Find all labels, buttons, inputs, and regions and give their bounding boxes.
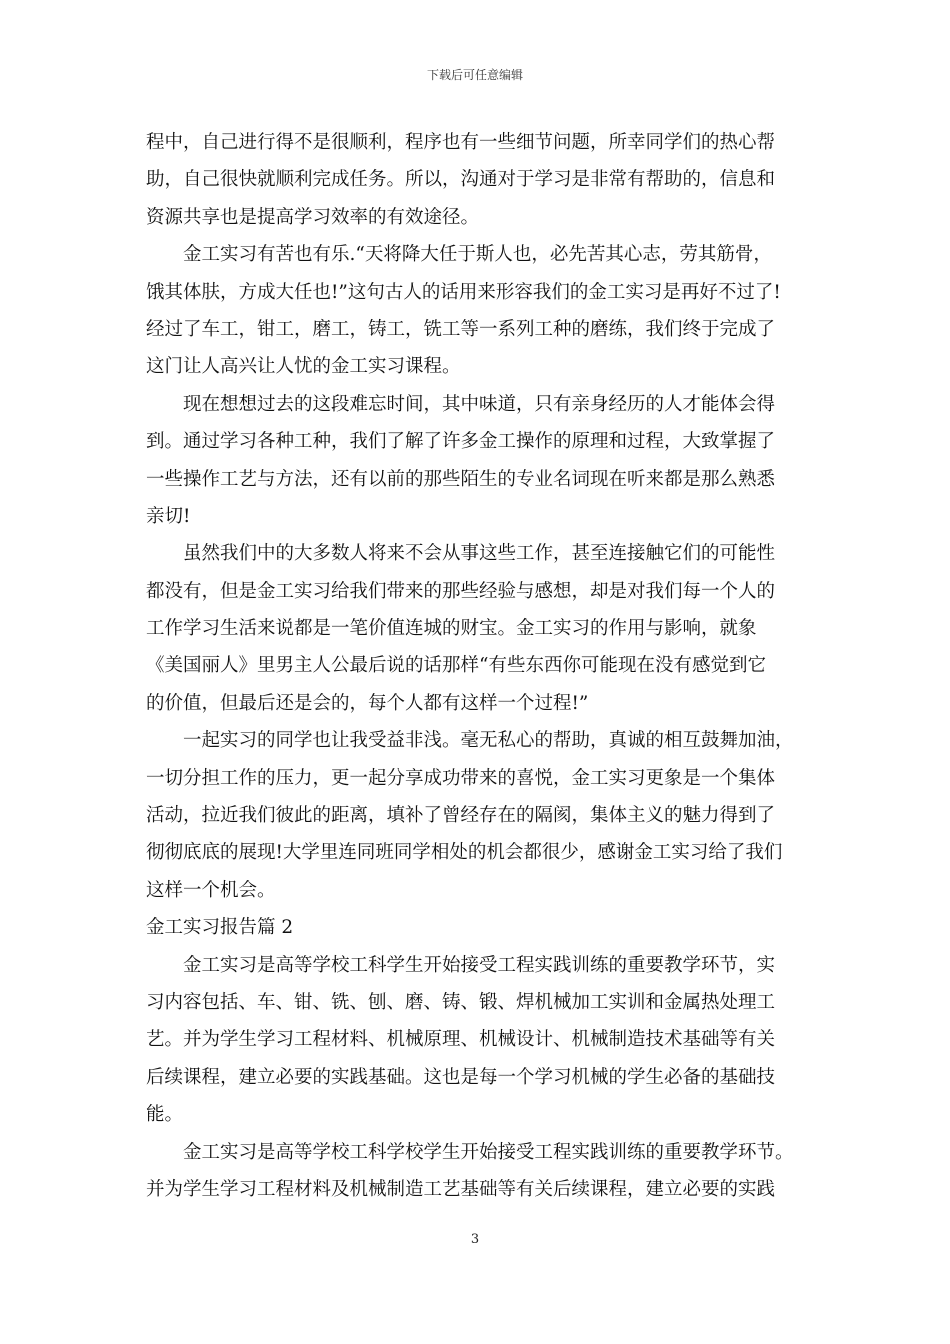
text-line: 彻彻底底的展现!大学里连同班同学相处的机会都很少，感谢金工实习给了我们 — [146, 842, 783, 864]
text-line: 现在想想过去的这段难忘时间，其中味道，只有亲身经历的人才能体会得 — [183, 393, 776, 415]
text-line: 这门让人高兴让人忧的金工实习课程。 — [146, 356, 461, 378]
text-line: 经过了车工，钳工，磨工，铸工，铣工等一系列工种的磨练，我们终于完成了 — [146, 318, 776, 340]
page-number: 3 — [470, 1232, 480, 1247]
text-line: 都没有，但是金工实习给我们带来的那些经验与感想，却是对我们每一个人的 — [146, 580, 776, 602]
text-line: 程中，自己进行得不是很顺利，程序也有一些细节问题，所幸同学们的热心帮 — [146, 132, 776, 153]
text-line: 金工实习报告篇 2 — [146, 917, 294, 939]
text-line: 工作学习生活来说都是一笔价值连城的财宝。金工实习的作用与影响，就象 — [146, 618, 757, 640]
text-line: 到。通过学习各种工种，我们了解了许多金工操作的原理和过程，大致掌握了 — [146, 431, 776, 453]
text-line: 资源共享也是提高学习效率的有效途径。 — [146, 206, 480, 228]
text-line: 一起实习的同学也让我受益非浅。毫无私心的帮助，真诚的相互鼓舞加油， — [183, 730, 794, 752]
text-line: 这样一个机会。 — [146, 879, 276, 901]
text-line: 金工实习有苦也有乐.“天将降大任于斯人也，必先苦其心志，劳其筋骨， — [183, 244, 772, 266]
text-line: 金工实习是高等学校工科学校学生开始接受工程实践训练的重要教学环节。 — [183, 1141, 794, 1163]
page-header-note: 下载后可任意编辑 — [426, 68, 523, 82]
text-line: 助，自己很快就顺利完成任务。所以，沟通对于学习是非常有帮助的，信息和 — [146, 169, 776, 191]
text-line: 饿其体肤，方成大任也!”这句古人的话用来形容我们的金工实习是再好不过了! — [146, 281, 781, 303]
text-line: 能。 — [146, 1104, 184, 1126]
text-line: 一些操作工艺与方法，还有以前的那些陌生的专业名词现在听来都是那么熟悉 — [146, 468, 776, 490]
text-line: 的价值，但最后还是会的，每个人都有这样一个过程!” — [146, 692, 589, 714]
document-body — [146, 124, 810, 1208]
text-line: 活动，拉近我们彼此的距离，填补了曾经存在的隔阂，集体主义的魅力得到了 — [146, 805, 776, 827]
text-line: 后续课程，建立必要的实践基础。这也是每一个学习机械的学生必备的基础技 — [146, 1066, 776, 1088]
text-line: 艺。并为学生学习工程材料、机械原理、机械设计、机械制造技术基础等有关 — [146, 1029, 776, 1051]
text-line: 虽然我们中的大多数人将来不会从事这些工作，甚至连接触它们的可能性 — [183, 543, 776, 565]
text-line: 习内容包括、车、钳、铣、刨、磨、铸、锻、焊机械加工实训和金属热处理工 — [146, 991, 776, 1013]
text-line: 亲切! — [146, 505, 191, 527]
text-line: 《美国丽人》里男主人公最后说的话那样“有些东西你可能现在没有感觉到它 — [146, 655, 766, 677]
text-line: 并为学生学习工程材料及机械制造工艺基础等有关后续课程，建立必要的实践 — [146, 1178, 776, 1200]
text-line: 一切分担工作的压力，更一起分享成功带来的喜悦，金工实习更象是一个集体 — [146, 767, 776, 789]
text-line: 金工实习是高等学校工科学生开始接受工程实践训练的重要教学环节，实 — [183, 954, 776, 976]
